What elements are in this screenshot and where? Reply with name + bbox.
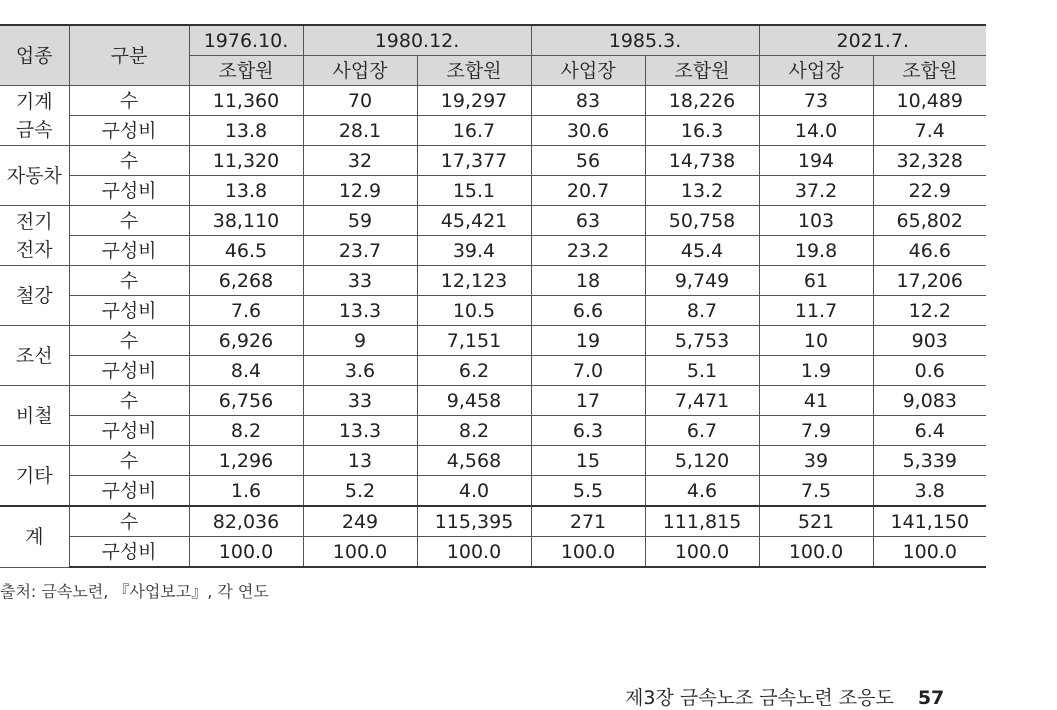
- value-cell: 32,328: [873, 146, 986, 176]
- value-cell: 70: [303, 86, 417, 116]
- value-cell: 103: [759, 206, 873, 236]
- value-cell: 73: [759, 86, 873, 116]
- value-cell: 6,268: [189, 266, 303, 296]
- category-cell: 구성비: [69, 416, 189, 446]
- value-cell: 17,377: [417, 146, 531, 176]
- header-period-1980: 1980.12.: [303, 25, 531, 56]
- value-cell: 17: [531, 386, 645, 416]
- value-cell: 4.6: [645, 476, 759, 507]
- table-row: [0, 506, 986, 537]
- subheader-members: 조합원: [189, 56, 303, 86]
- table-row: [0, 86, 986, 116]
- value-cell: 10.5: [417, 296, 531, 326]
- value-cell: 3.6: [303, 356, 417, 386]
- value-cell: 11,360: [189, 86, 303, 116]
- subheader-workplaces: 사업장: [303, 56, 417, 86]
- value-cell: 10,489: [873, 86, 986, 116]
- page-number: 57: [917, 687, 945, 709]
- value-cell: 7.0: [531, 356, 645, 386]
- value-cell: 0.6: [873, 356, 986, 386]
- table-row: [0, 537, 986, 568]
- value-cell: 63: [531, 206, 645, 236]
- category-cell: 수: [69, 326, 189, 356]
- value-cell: 59: [303, 206, 417, 236]
- category-cell: 구성비: [69, 356, 189, 386]
- value-cell: 46.5: [189, 236, 303, 266]
- table-body: [0, 86, 986, 568]
- industry-cell: 기타: [0, 446, 69, 507]
- category-cell: 구성비: [69, 116, 189, 146]
- category-cell: 구성비: [69, 476, 189, 507]
- table-row: [0, 386, 986, 416]
- industry-cell: 기계 금속: [0, 86, 69, 146]
- value-cell: 30.6: [531, 116, 645, 146]
- value-cell: 3.8: [873, 476, 986, 507]
- value-cell: 6.3: [531, 416, 645, 446]
- value-cell: 100.0: [417, 537, 531, 568]
- value-cell: 5.1: [645, 356, 759, 386]
- value-cell: 11.7: [759, 296, 873, 326]
- value-cell: 7,151: [417, 326, 531, 356]
- chapter-title: 제3장 금속노조 금속노련 조응도: [625, 687, 894, 709]
- table-row: [0, 266, 986, 296]
- value-cell: 6.7: [645, 416, 759, 446]
- value-cell: 39: [759, 446, 873, 476]
- category-cell: 수: [69, 146, 189, 176]
- table-row: [0, 446, 986, 476]
- value-cell: 1,296: [189, 446, 303, 476]
- category-cell: 수: [69, 206, 189, 236]
- value-cell: 28.1: [303, 116, 417, 146]
- subheader-members: 조합원: [873, 56, 986, 86]
- value-cell: 7.6: [189, 296, 303, 326]
- table-row: [0, 356, 986, 386]
- value-cell: 7,471: [645, 386, 759, 416]
- value-cell: 16.3: [645, 116, 759, 146]
- value-cell: 38,110: [189, 206, 303, 236]
- table-row: [0, 476, 986, 507]
- value-cell: 15.1: [417, 176, 531, 206]
- category-cell: 수: [69, 86, 189, 116]
- value-cell: 9: [303, 326, 417, 356]
- value-cell: 18,226: [645, 86, 759, 116]
- value-cell: 82,036: [189, 506, 303, 537]
- value-cell: 249: [303, 506, 417, 537]
- value-cell: 13.2: [645, 176, 759, 206]
- value-cell: 13.3: [303, 296, 417, 326]
- value-cell: 17,206: [873, 266, 986, 296]
- value-cell: 33: [303, 266, 417, 296]
- value-cell: 8.2: [189, 416, 303, 446]
- value-cell: 41: [759, 386, 873, 416]
- value-cell: 115,395: [417, 506, 531, 537]
- table-row: [0, 296, 986, 326]
- industry-cell: 자동차: [0, 146, 69, 206]
- category-cell: 수: [69, 506, 189, 537]
- value-cell: 141,150: [873, 506, 986, 537]
- table-row: [0, 116, 986, 146]
- value-cell: 1.9: [759, 356, 873, 386]
- value-cell: 5,120: [645, 446, 759, 476]
- value-cell: 5,753: [645, 326, 759, 356]
- industry-cell: 계: [0, 506, 69, 567]
- category-cell: 구성비: [69, 236, 189, 266]
- value-cell: 56: [531, 146, 645, 176]
- value-cell: 11,320: [189, 146, 303, 176]
- value-cell: 8.4: [189, 356, 303, 386]
- value-cell: 194: [759, 146, 873, 176]
- category-cell: 구성비: [69, 537, 189, 568]
- header-period-2021: 2021.7.: [759, 25, 986, 56]
- value-cell: 37.2: [759, 176, 873, 206]
- subheader-workplaces: 사업장: [531, 56, 645, 86]
- value-cell: 23.7: [303, 236, 417, 266]
- value-cell: 6,926: [189, 326, 303, 356]
- category-cell: 구성비: [69, 296, 189, 326]
- value-cell: 45.4: [645, 236, 759, 266]
- value-cell: 5,339: [873, 446, 986, 476]
- value-cell: 18: [531, 266, 645, 296]
- table-row: [0, 326, 986, 356]
- value-cell: 50,758: [645, 206, 759, 236]
- industry-cell: 비철: [0, 386, 69, 446]
- value-cell: 271: [531, 506, 645, 537]
- subheader-workplaces: 사업장: [759, 56, 873, 86]
- value-cell: 83: [531, 86, 645, 116]
- value-cell: 10: [759, 326, 873, 356]
- value-cell: 13.3: [303, 416, 417, 446]
- value-cell: 20.7: [531, 176, 645, 206]
- header-category: 구분: [69, 25, 189, 86]
- value-cell: 8.7: [645, 296, 759, 326]
- value-cell: 33: [303, 386, 417, 416]
- value-cell: 100.0: [873, 537, 986, 568]
- value-cell: 111,815: [645, 506, 759, 537]
- value-cell: 9,083: [873, 386, 986, 416]
- value-cell: 9,749: [645, 266, 759, 296]
- table-row: [0, 206, 986, 236]
- header-period-1976: 1976.10.: [189, 25, 303, 56]
- category-cell: 수: [69, 386, 189, 416]
- value-cell: 7.4: [873, 116, 986, 146]
- value-cell: 521: [759, 506, 873, 537]
- value-cell: 22.9: [873, 176, 986, 206]
- table-row: [0, 176, 986, 206]
- value-cell: 13: [303, 446, 417, 476]
- industry-cell: 철강: [0, 266, 69, 326]
- source-note: 출처: 금속노련, 『사업보고』, 각 연도: [0, 582, 269, 601]
- industry-cell: 전기 전자: [0, 206, 69, 266]
- value-cell: 100.0: [189, 537, 303, 568]
- category-cell: 수: [69, 266, 189, 296]
- value-cell: 12.9: [303, 176, 417, 206]
- value-cell: 100.0: [531, 537, 645, 568]
- value-cell: 19.8: [759, 236, 873, 266]
- value-cell: 100.0: [759, 537, 873, 568]
- header-industry: 업종: [0, 25, 69, 86]
- value-cell: 15: [531, 446, 645, 476]
- category-cell: 수: [69, 446, 189, 476]
- value-cell: 7.9: [759, 416, 873, 446]
- value-cell: 6.2: [417, 356, 531, 386]
- value-cell: 19: [531, 326, 645, 356]
- value-cell: 1.6: [189, 476, 303, 507]
- table-row: [0, 416, 986, 446]
- value-cell: 8.2: [417, 416, 531, 446]
- value-cell: 100.0: [303, 537, 417, 568]
- category-cell: 구성비: [69, 176, 189, 206]
- union-membership-table: [0, 24, 986, 568]
- value-cell: 65,802: [873, 206, 986, 236]
- value-cell: 4.0: [417, 476, 531, 507]
- value-cell: 46.6: [873, 236, 986, 266]
- value-cell: 6.4: [873, 416, 986, 446]
- value-cell: 61: [759, 266, 873, 296]
- value-cell: 13.8: [189, 176, 303, 206]
- value-cell: 19,297: [417, 86, 531, 116]
- value-cell: 14,738: [645, 146, 759, 176]
- value-cell: 5.5: [531, 476, 645, 507]
- table-row: [0, 236, 986, 266]
- value-cell: 4,568: [417, 446, 531, 476]
- value-cell: 32: [303, 146, 417, 176]
- subheader-members: 조합원: [417, 56, 531, 86]
- value-cell: 5.2: [303, 476, 417, 507]
- table-row: [0, 146, 986, 176]
- value-cell: 16.7: [417, 116, 531, 146]
- industry-cell: 조선: [0, 326, 69, 386]
- value-cell: 7.5: [759, 476, 873, 507]
- value-cell: 23.2: [531, 236, 645, 266]
- value-cell: 6.6: [531, 296, 645, 326]
- value-cell: 14.0: [759, 116, 873, 146]
- value-cell: 12,123: [417, 266, 531, 296]
- value-cell: 39.4: [417, 236, 531, 266]
- page-footer: [625, 683, 944, 710]
- value-cell: 13.8: [189, 116, 303, 146]
- value-cell: 12.2: [873, 296, 986, 326]
- value-cell: 6,756: [189, 386, 303, 416]
- header-period-1985: 1985.3.: [531, 25, 759, 56]
- value-cell: 45,421: [417, 206, 531, 236]
- value-cell: 100.0: [645, 537, 759, 568]
- value-cell: 903: [873, 326, 986, 356]
- subheader-members: 조합원: [645, 56, 759, 86]
- value-cell: 9,458: [417, 386, 531, 416]
